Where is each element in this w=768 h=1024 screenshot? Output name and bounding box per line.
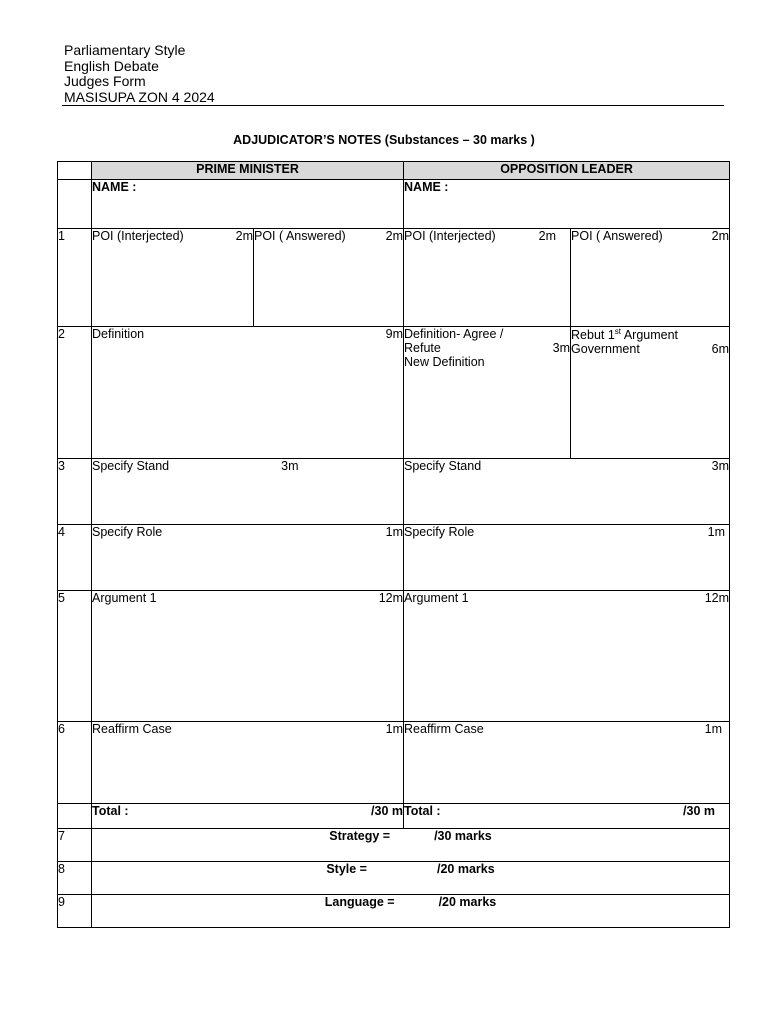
- header-line-4: MASISUPA ZON 4 2024: [64, 88, 215, 105]
- pm-reaffirm-case-cell[interactable]: Reaffirm Case 1m: [92, 722, 404, 804]
- header-divider: [62, 105, 724, 106]
- row-number: 3: [58, 459, 92, 525]
- table-row: [58, 722, 730, 804]
- pm-total-cell[interactable]: Total : /30 m: [92, 804, 404, 829]
- header-line-1: Parliamentary Style: [64, 42, 186, 58]
- table-row: [58, 591, 730, 722]
- opposition-leader-header: OPPOSITION LEADER: [404, 162, 730, 180]
- row-number: 4: [58, 525, 92, 591]
- language-marks-cell[interactable]: Language = /20 marks: [92, 895, 730, 928]
- ol-specify-role-cell[interactable]: Specify Role 1m: [404, 525, 730, 591]
- pm-definition-cell[interactable]: Definition 9m: [92, 327, 404, 459]
- form-title: ADJUDICATOR’S NOTES (Substances – 30 marks ): [233, 133, 535, 147]
- row-number: 2: [58, 327, 92, 459]
- ol-total-cell[interactable]: Total : /30 m: [404, 804, 730, 829]
- row-number: 1: [58, 229, 92, 327]
- table-row: [58, 327, 730, 459]
- adjudicator-notes-table: [57, 161, 730, 928]
- header-line-2: English Debate: [64, 57, 159, 74]
- style-marks-cell[interactable]: Style = /20 marks: [92, 862, 730, 895]
- row-number-header: [58, 162, 92, 180]
- pm-argument-cell[interactable]: Argument 1 12m: [92, 591, 404, 722]
- pm-name-field[interactable]: NAME :: [92, 180, 404, 229]
- ol-name-field[interactable]: NAME :: [404, 180, 730, 229]
- document-header: [64, 43, 215, 105]
- ol-specify-stand-cell[interactable]: Specify Stand 3m: [404, 459, 730, 525]
- name-row: [58, 180, 730, 229]
- row-number: 9: [58, 895, 92, 928]
- table-row: [58, 525, 730, 591]
- column-header-row: [58, 162, 730, 180]
- pm-specify-stand-cell[interactable]: Specify Stand 3m: [92, 459, 404, 525]
- strategy-marks-cell[interactable]: Strategy = /30 marks: [92, 829, 730, 862]
- table-row: [58, 459, 730, 525]
- summary-row-strategy: [58, 829, 730, 862]
- row-number: 5: [58, 591, 92, 722]
- table-row: [58, 229, 730, 327]
- summary-row-style: [58, 862, 730, 895]
- ol-poi-answered-cell[interactable]: POI ( Answered) 2m: [571, 229, 730, 327]
- ol-poi-interjected-cell[interactable]: POI (Interjected) 2m: [404, 229, 571, 327]
- row-number: 8: [58, 862, 92, 895]
- ol-reaffirm-case-cell[interactable]: Reaffirm Case 1m: [404, 722, 730, 804]
- row-number: 6: [58, 722, 92, 804]
- row-number: 7: [58, 829, 92, 862]
- pm-poi-answered-cell[interactable]: POI ( Answered) 2m: [254, 229, 404, 327]
- total-row: [58, 804, 730, 829]
- ol-rebut-cell[interactable]: Rebut 1st Argument Government 6m: [571, 327, 730, 459]
- pm-specify-role-cell[interactable]: Specify Role 1m: [92, 525, 404, 591]
- ol-definition-cell[interactable]: Definition- Agree / Refute 3m New Definition: [404, 327, 571, 459]
- pm-poi-interjected-cell[interactable]: POI (Interjected) 2m: [92, 229, 254, 327]
- summary-row-language: [58, 895, 730, 928]
- prime-minister-header: PRIME MINISTER: [92, 162, 404, 180]
- ol-argument-cell[interactable]: Argument 1 12m: [404, 591, 730, 722]
- header-line-3: Judges Form: [64, 73, 146, 89]
